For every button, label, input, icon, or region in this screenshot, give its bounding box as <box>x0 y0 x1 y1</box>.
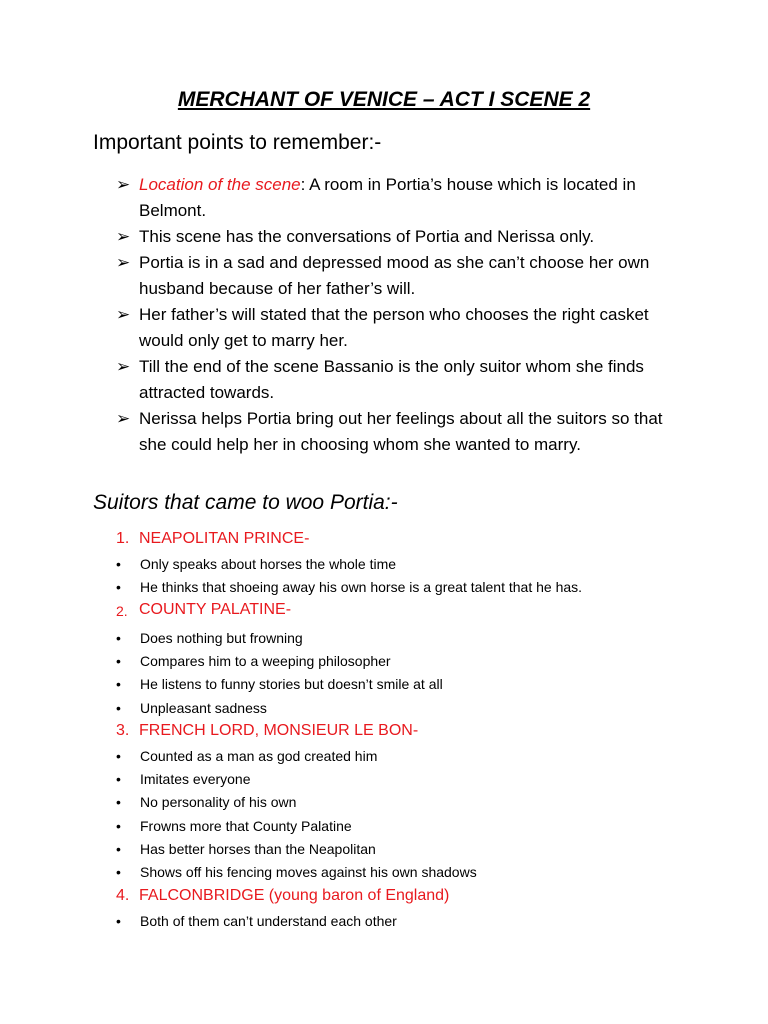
list-item-text: Does nothing but frowning <box>140 630 303 646</box>
list-item <box>116 673 443 696</box>
list-item-text: No personality of his own <box>140 794 297 811</box>
list-item-text: Counted as a man as god created him <box>140 748 378 764</box>
suitor-number: 3. <box>116 722 130 739</box>
bullet-icon: • <box>116 676 121 693</box>
list-item-text: Has better horses than the Neapolitan <box>140 840 376 857</box>
list-item-text: Unpleasant sadness <box>140 699 267 716</box>
arrow-bullet-icon: ➢ <box>116 357 131 376</box>
list-item-text: : A room in Portia’s house which is located in Belmont. <box>139 175 636 220</box>
bullet-icon: • <box>116 630 121 646</box>
suitor-heading <box>116 530 309 548</box>
arrow-bullet-icon: ➢ <box>116 227 131 246</box>
bullet-icon: • <box>116 556 121 572</box>
list-item <box>116 576 582 599</box>
suitor-name: COUNTY PALATINE- <box>139 601 292 618</box>
list-item-text: Her father’s will stated that the person who chooses the right casket would only get to marry her. <box>139 305 649 350</box>
bullet-icon: • <box>116 748 121 764</box>
bullet-icon: • <box>116 794 121 811</box>
list-item-text: Nerissa helps Portia bring out her feelings about all the suitors so that she could help her in choosing whom she wanted to marry. <box>139 409 663 454</box>
suitor-number: 2. <box>116 603 128 619</box>
list-item <box>116 815 477 838</box>
list-item <box>116 172 676 224</box>
list-item <box>116 224 676 250</box>
bullet-icon: • <box>116 653 121 670</box>
location-label: Location of the scene <box>139 175 301 194</box>
list-item-text: He listens to funny stories but doesn’t smile at all <box>140 676 443 693</box>
list-item-text: Both of them can’t understand each other <box>140 913 397 929</box>
list-item <box>116 553 582 576</box>
list-item-text: Till the end of the scene Bassanio is the only suitor whom she finds attracted towards. <box>139 357 644 402</box>
list-item-text: Shows off his fencing moves against his own shadows <box>140 864 477 881</box>
suitor-heading <box>116 722 418 740</box>
arrow-bullet-icon: ➢ <box>116 175 131 194</box>
list-item <box>116 650 443 673</box>
list-item-text: Frowns more that County Palatine <box>140 817 352 834</box>
bullet-icon: • <box>116 913 121 929</box>
list-item <box>116 791 477 814</box>
arrow-bullet-icon: ➢ <box>116 409 131 428</box>
points-heading: Important points to remember:- <box>93 131 382 154</box>
suitor-points <box>116 627 443 720</box>
suitor-name: FALCONBRIDGE (young baron of England) <box>139 887 450 904</box>
arrow-bullet-icon: ➢ <box>116 253 131 272</box>
suitor-name: NEAPOLITAN PRINCE- <box>139 530 310 547</box>
suitor-points <box>116 910 397 933</box>
bullet-icon: • <box>116 771 121 788</box>
suitors-heading: Suitors that came to woo Portia:- <box>93 491 398 514</box>
bullet-icon: • <box>116 864 121 881</box>
list-item-text: Only speaks about horses the whole time <box>140 556 397 572</box>
page-title: MERCHANT OF VENICE – ACT I SCENE 2 <box>177 88 591 111</box>
list-item-text: Compares him to a weeping philosopher <box>140 653 391 670</box>
arrow-bullet-icon: ➢ <box>116 305 131 324</box>
list-item <box>116 250 676 302</box>
bullet-icon: • <box>116 699 121 716</box>
suitor-number: 4. <box>116 887 130 904</box>
list-item <box>116 861 477 884</box>
list-item <box>116 697 443 720</box>
list-item-text: Portia is in a sad and depressed mood as she can’t choose her own husband because of her father’s will. <box>139 253 650 298</box>
list-item <box>116 406 676 458</box>
list-item-text: He thinks that shoeing away his own horse is a great talent that he has. <box>140 579 583 596</box>
suitor-number: 1. <box>116 530 130 547</box>
bullet-icon: • <box>116 817 121 834</box>
suitor-heading <box>116 601 291 619</box>
list-item <box>116 627 443 650</box>
suitor-points <box>116 745 477 884</box>
bullet-icon: • <box>116 579 121 596</box>
list-item <box>116 910 397 933</box>
suitor-points <box>116 553 582 599</box>
list-item <box>116 302 676 354</box>
suitor-heading <box>116 887 449 905</box>
bullet-icon: • <box>116 840 121 857</box>
list-item <box>116 354 676 406</box>
list-item <box>116 768 477 791</box>
list-item <box>116 838 477 861</box>
points-list <box>116 172 676 458</box>
list-item-text: This scene has the conversations of Portia and Nerissa only. <box>139 227 595 246</box>
list-item-text: Imitates everyone <box>140 771 251 788</box>
suitor-name: FRENCH LORD, MONSIEUR LE BON- <box>139 722 419 739</box>
list-item <box>116 745 477 768</box>
